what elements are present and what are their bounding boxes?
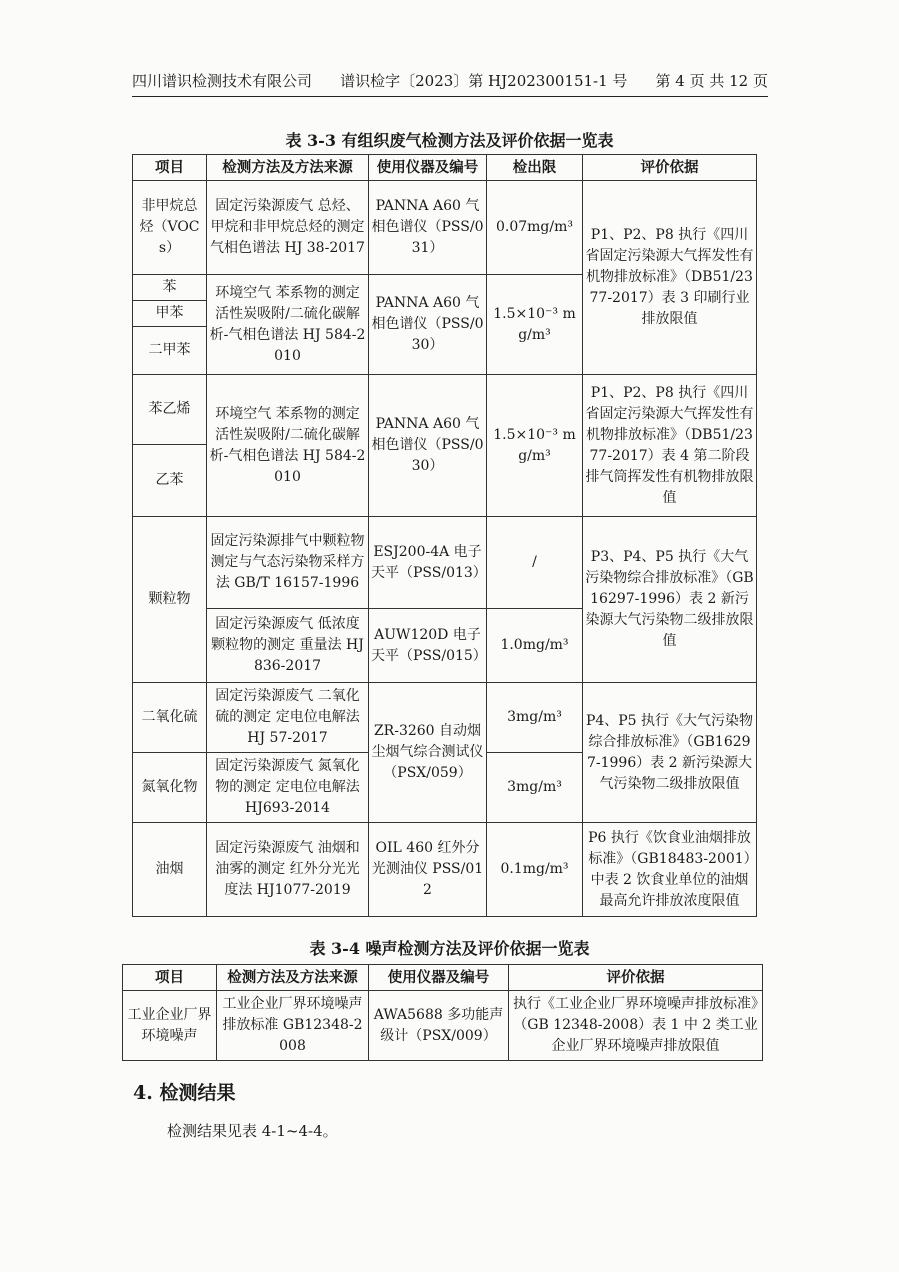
instrument-cell: OIL 460 红外分光测油仪 PSS/012 (369, 823, 487, 917)
method-cell: 固定污染源废气 氮氧化物的测定 定电位电解法 HJ693-2014 (207, 753, 369, 823)
instrument-cell: PANNA A60 气相色谱仪（PSS/030） (369, 375, 487, 517)
table-row (133, 181, 757, 275)
limit-cell: / (487, 517, 583, 609)
instrument-cell: PANNA A60 气相色谱仪（PSS/030） (369, 275, 487, 375)
limit-cell: 3mg/m³ (487, 683, 583, 753)
instrument-cell: ZR-3260 自动烟尘烟气综合测试仪（PSX/059） (369, 683, 487, 823)
basis-cell: P4、P5 执行《大气污染物综合排放标准》（GB16297-1996）表 2 新污染源大气污染物二级排放限值 (583, 683, 757, 823)
noise-methods-table (122, 964, 763, 1061)
col-header-basis: 评价依据 (509, 965, 763, 991)
item-cell: 乙苯 (133, 445, 207, 517)
item-cell: 氮氧化物 (133, 753, 207, 823)
limit-cell: 1.0mg/m³ (487, 609, 583, 683)
basis-cell: 执行《工业企业厂界环境噪声排放标准》（GB 12348-2008）表 1 中 2 类工业企业厂界环境噪声排放限值 (509, 991, 763, 1061)
item-cell: 苯乙烯 (133, 375, 207, 445)
col-header-instrument: 使用仪器及编号 (369, 155, 487, 181)
section-4-title: 4. 检测结果 (133, 1082, 236, 1104)
limit-cell: 1.5×10⁻³ mg/m³ (487, 375, 583, 517)
item-cell: 油烟 (133, 823, 207, 917)
method-cell: 工业企业厂界环境噪声排放标准 GB12348-2008 (217, 991, 369, 1061)
item-cell: 颗粒物 (133, 517, 207, 683)
method-cell: 固定污染源废气 总烃、甲烷和非甲烷总烃的测定 气相色谱法 HJ 38-2017 (207, 181, 369, 275)
basis-cell: P6 执行《饮食业油烟排放标准》（GB18483-2001）中表 2 饮食业单位的油烟最高允许排放浓度限值 (583, 823, 757, 917)
col-header-item: 项目 (133, 155, 207, 181)
table-row (133, 375, 757, 445)
basis-cell: P3、P4、P5 执行《大气污染物综合排放标准》（GB16297-1996）表 2 新污染源大气污染物二级排放限值 (583, 517, 757, 683)
basis-cell: P1、P2、P8 执行《四川省固定污染源大气挥发性有机物排放标准》（DB51/2377-2017）表 4 第二阶段排气筒挥发性有机物排放限值 (583, 375, 757, 517)
basis-cell: P1、P2、P8 执行《四川省固定污染源大气挥发性有机物排放标准》（DB51/2377-2017）表 3 印刷行业排放限值 (583, 181, 757, 375)
table-row (133, 823, 757, 917)
limit-cell: 3mg/m³ (487, 753, 583, 823)
col-header-method: 检测方法及方法来源 (207, 155, 369, 181)
exhaust-gas-methods-table (132, 154, 757, 917)
item-cell: 甲苯 (133, 301, 207, 327)
table-row (133, 517, 757, 609)
limit-cell: 0.1mg/m³ (487, 823, 583, 917)
method-cell: 固定污染源排气中颗粒物测定与气态污染物采样方法 GB/T 16157-1996 (207, 517, 369, 609)
col-header-instrument: 使用仪器及编号 (369, 965, 509, 991)
report-number: 谱识检字〔2023〕第 HJ202300151-1 号 (340, 72, 628, 90)
page-header (132, 70, 768, 97)
instrument-cell: AUW120D 电子天平（PSS/015） (369, 609, 487, 683)
company-name: 四川谱识检测技术有限公司 (132, 72, 313, 90)
method-cell: 环境空气 苯系物的测定 活性炭吸附/二硫化碳解析-气相色谱法 HJ 584-2010 (207, 275, 369, 375)
item-cell: 工业企业厂界环境噪声 (123, 991, 217, 1061)
limit-cell: 1.5×10⁻³ mg/m³ (487, 275, 583, 375)
limit-cell: 0.07mg/m³ (487, 181, 583, 275)
table-3-4-caption: 表 3-4 噪声检测方法及评价依据一览表 (309, 939, 590, 958)
table-row (123, 991, 763, 1061)
method-cell: 固定污染源废气 二氧化硫的测定 定电位电解法 HJ 57-2017 (207, 683, 369, 753)
page-number: 第 4 页 共 12 页 (655, 72, 768, 90)
table-row (133, 683, 757, 753)
item-cell: 苯 (133, 275, 207, 301)
section-4-text: 检测结果见表 4-1~4-4。 (167, 1122, 338, 1140)
method-cell: 固定污染源废气 低浓度颗粒物的测定 重量法 HJ 836-2017 (207, 609, 369, 683)
method-cell: 固定污染源废气 油烟和油雾的测定 红外分光光度法 HJ1077-2019 (207, 823, 369, 917)
instrument-cell: AWA5688 多功能声级计（PSX/009） (369, 991, 509, 1061)
item-cell: 二氧化硫 (133, 683, 207, 753)
method-cell: 环境空气 苯系物的测定 活性炭吸附/二硫化碳解析-气相色谱法 HJ 584-2010 (207, 375, 369, 517)
col-header-item: 项目 (123, 965, 217, 991)
item-cell: 非甲烷总烃（VOCs） (133, 181, 207, 275)
table-3-3-caption: 表 3-3 有组织废气检测方法及评价依据一览表 (285, 131, 614, 150)
item-cell: 二甲苯 (133, 327, 207, 375)
instrument-cell: PANNA A60 气相色谱仪（PSS/031） (369, 181, 487, 275)
col-header-method: 检测方法及方法来源 (217, 965, 369, 991)
col-header-limit: 检出限 (487, 155, 583, 181)
instrument-cell: ESJ200-4A 电子天平（PSS/013） (369, 517, 487, 609)
col-header-basis: 评价依据 (583, 155, 757, 181)
